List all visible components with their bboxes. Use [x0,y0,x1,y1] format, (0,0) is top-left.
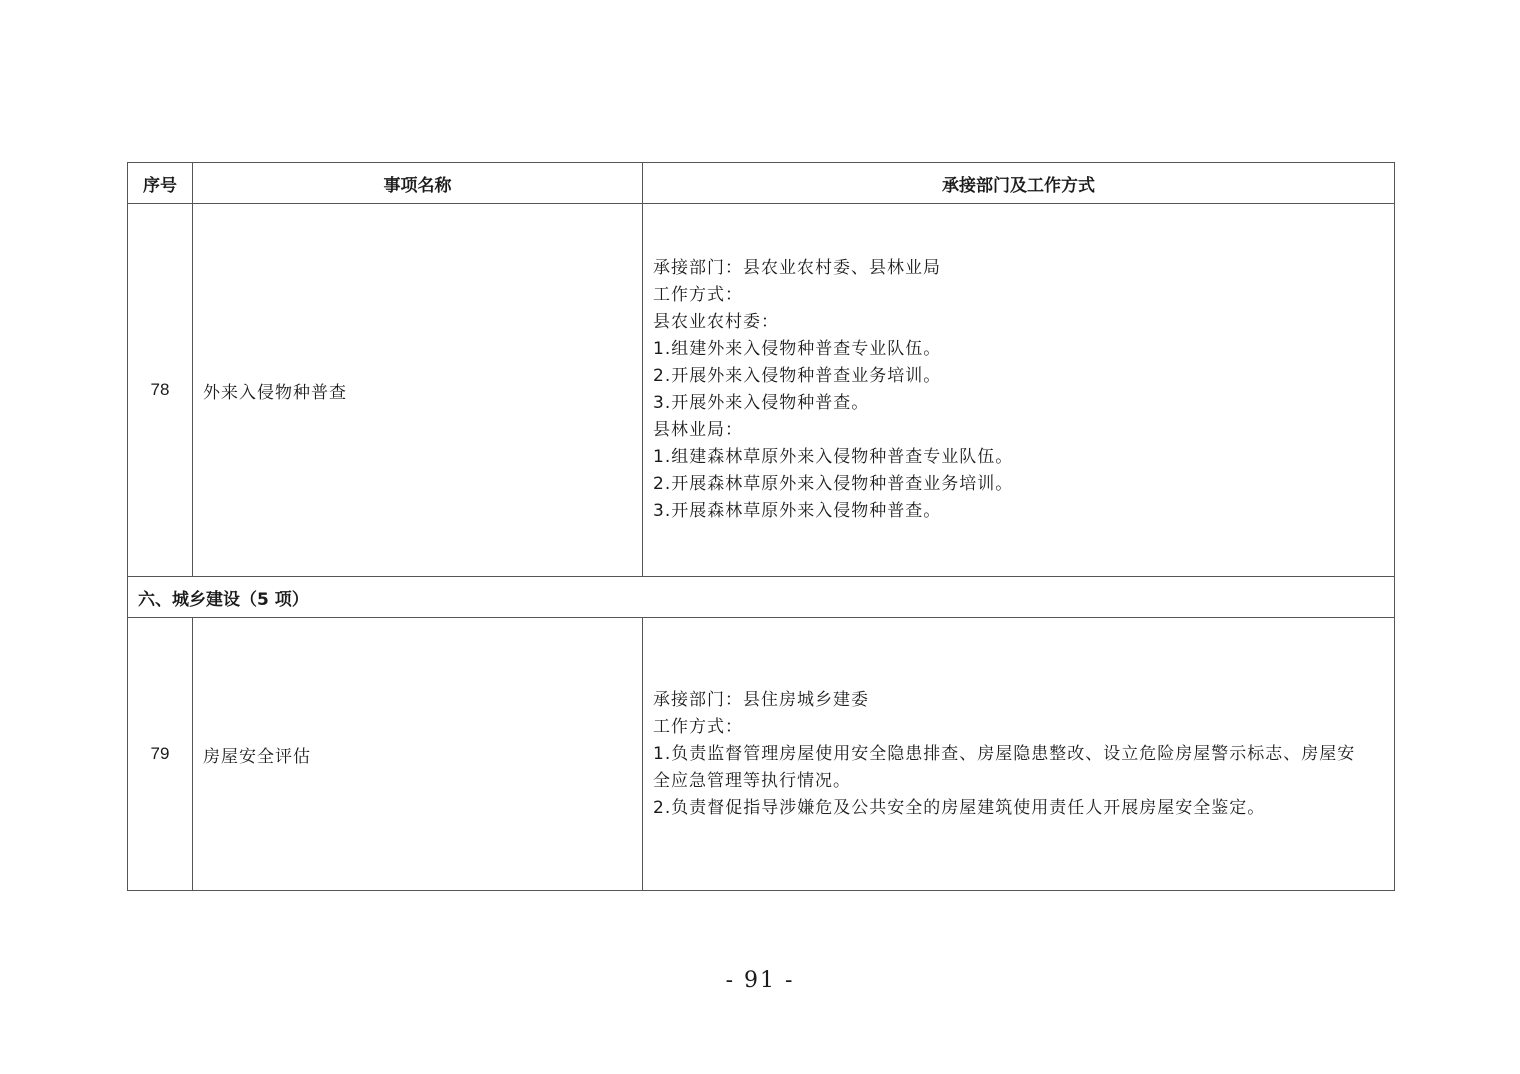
page-number: - 91 - [725,968,795,993]
detail-line: 工作方式： [653,716,743,737]
detail-line: 3.开展外来入侵物种普查。 [653,393,870,413]
header-number: 序号 [128,163,193,204]
detail-line: 县林业局： [653,420,743,440]
row-department-details [643,618,1395,891]
section-header-row [128,577,1395,618]
row-number: 78 [128,204,193,577]
section-title: 六、城乡建设（5 项） [128,577,1395,618]
header-name: 事项名称 [193,163,643,204]
table-row [128,204,1395,577]
table-row [128,618,1395,891]
row-item-name: 外来入侵物种普查 [193,204,643,577]
header-department: 承接部门及工作方式 [643,163,1395,204]
detail-line: 1.组建森林草原外来入侵物种普查专业队伍。 [653,447,1014,467]
matters-table [127,162,1395,891]
row-number: 79 [128,618,193,891]
detail-line: 2.负责督促指导涉嫌危及公共安全的房屋建筑使用责任人开展房屋安全鉴定。 [653,797,1266,818]
table-header-row [128,163,1395,204]
detail-line: 全应急管理等执行情况。 [653,770,851,791]
detail-line: 1.负责监督管理房屋使用安全隐患排查、房屋隐患整改、设立危险房屋警示标志、房屋安 [653,743,1356,764]
detail-line: 2.开展森林草原外来入侵物种普查业务培训。 [653,474,1014,494]
row-item-name: 房屋安全评估 [193,618,643,891]
detail-line: 工作方式： [653,285,743,305]
row-department-details [643,204,1395,577]
detail-line: 县农业农村委： [653,312,779,332]
detail-line: 3.开展森林草原外来入侵物种普查。 [653,501,942,521]
detail-line: 承接部门：县住房城乡建委 [653,689,869,710]
detail-line: 承接部门：县农业农村委、县林业局 [653,258,941,278]
detail-line: 1.组建外来入侵物种普查专业队伍。 [653,339,942,359]
detail-line: 2.开展外来入侵物种普查业务培训。 [653,366,942,386]
